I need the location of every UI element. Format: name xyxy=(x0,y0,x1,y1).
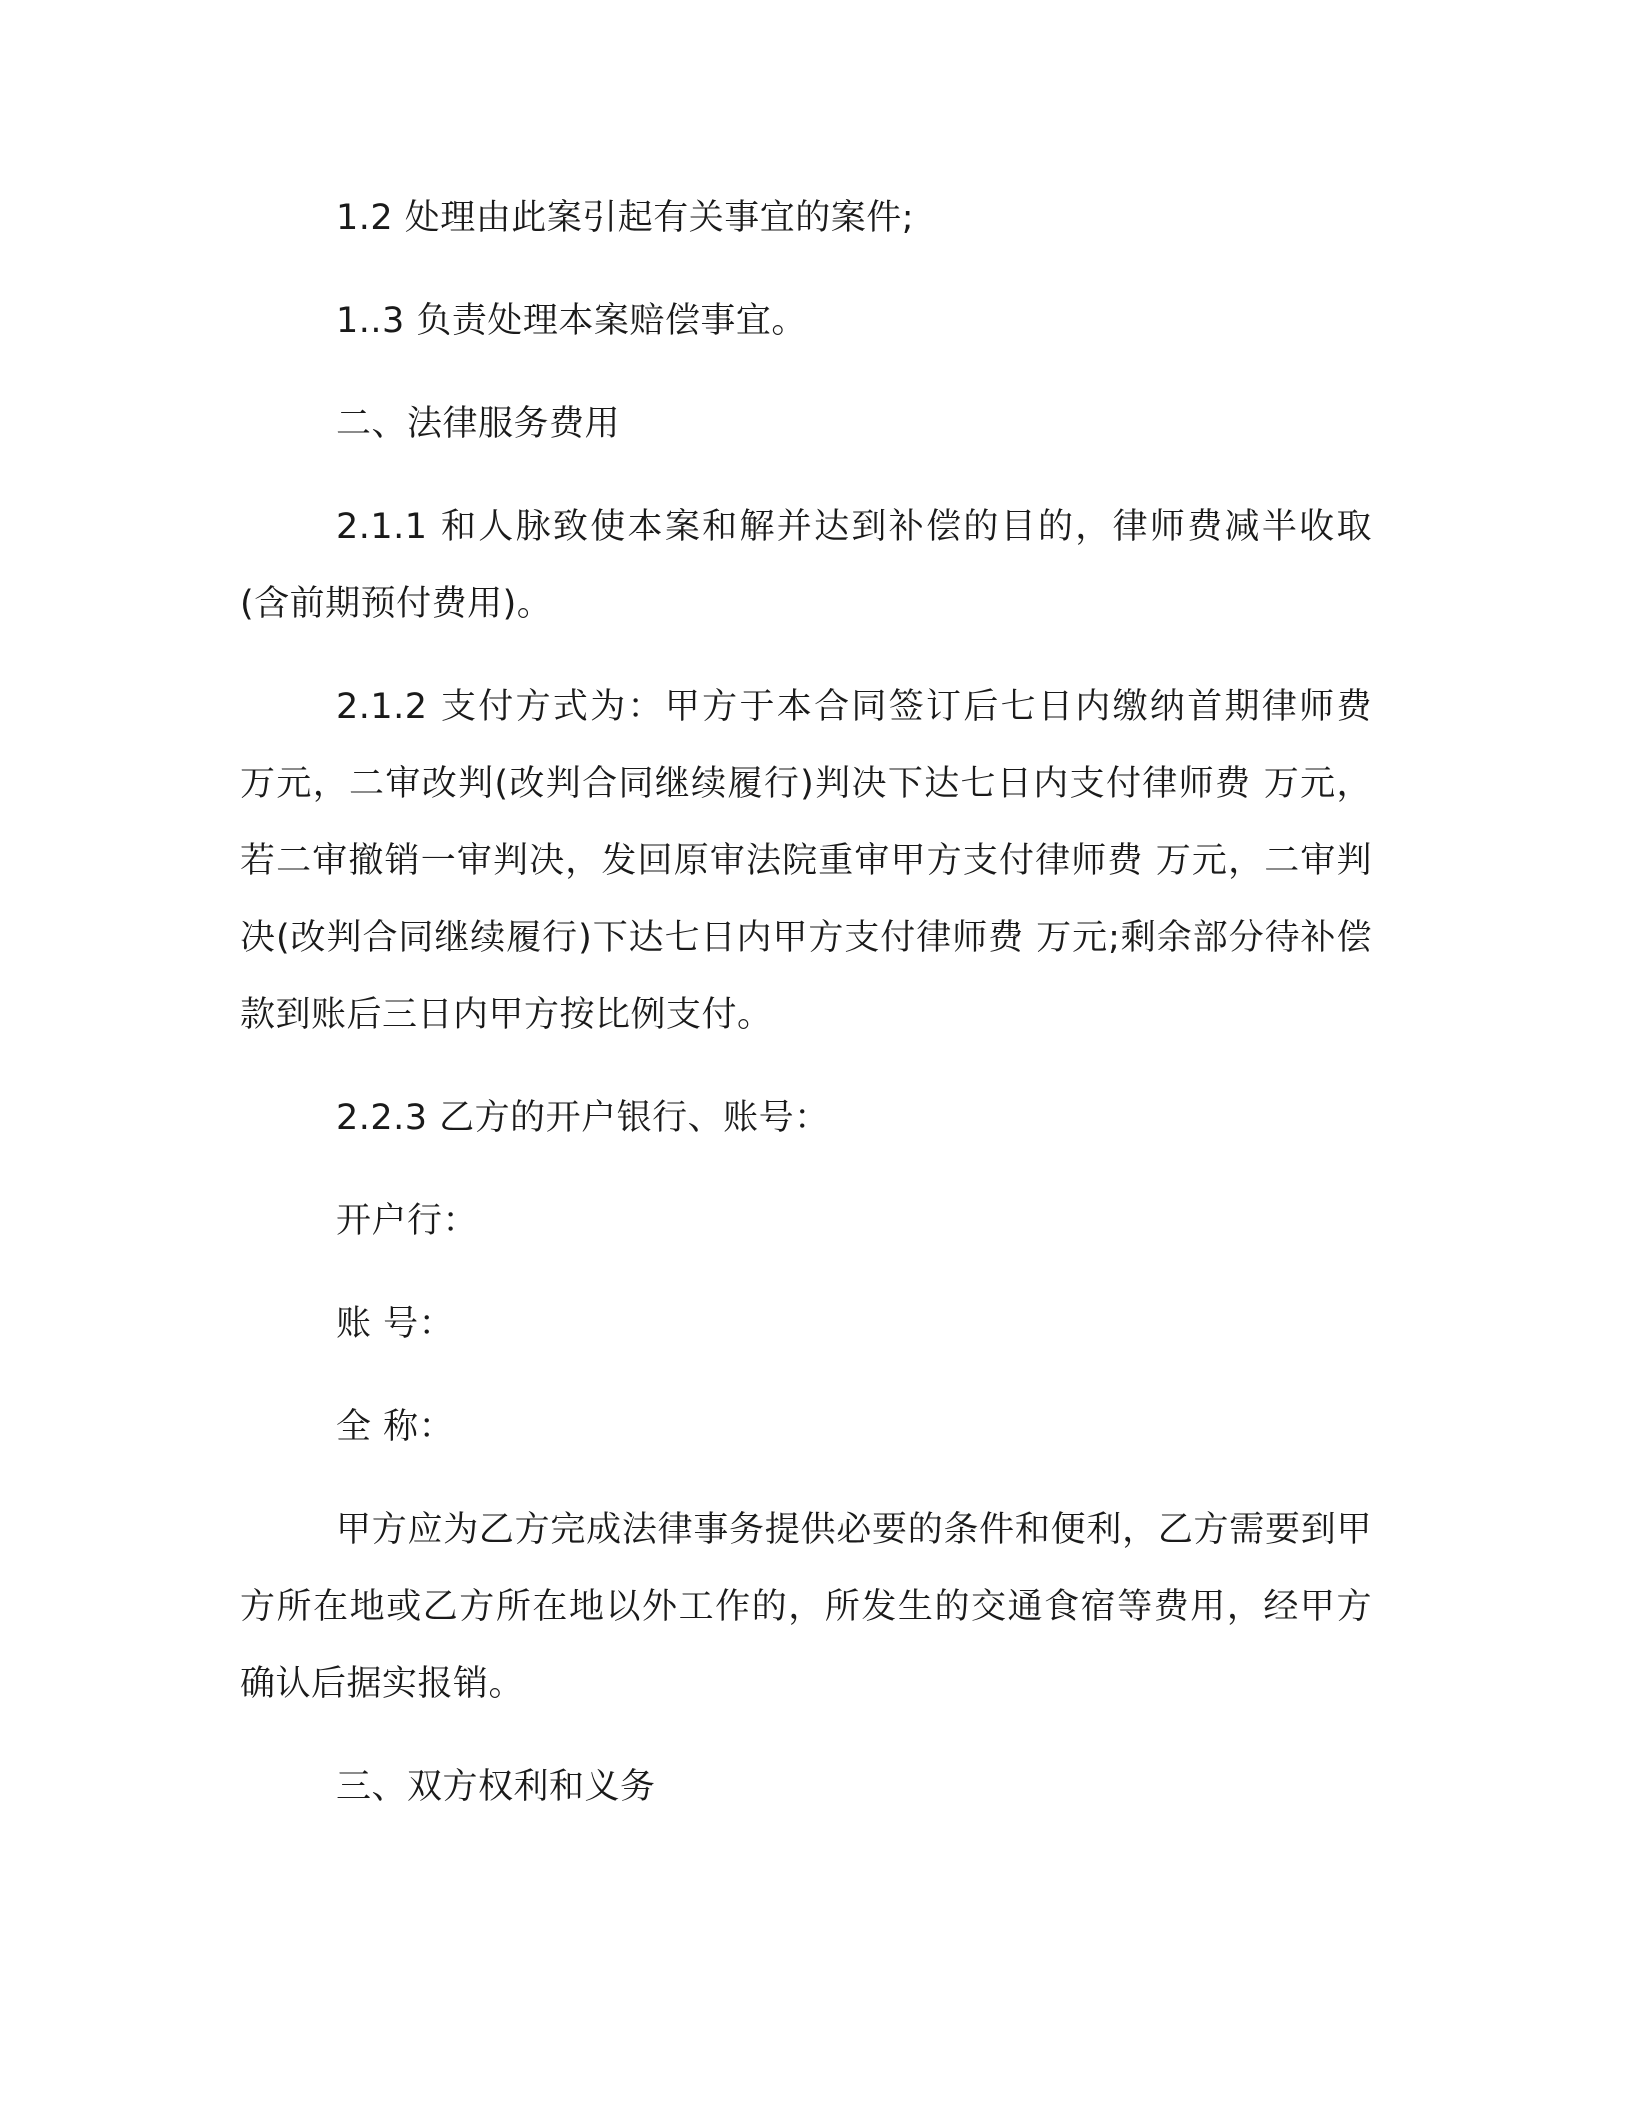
account-number-label: 账 号： xyxy=(336,1304,455,1344)
clause-2-1-1: 2.1.1 和人脉致使本案和解并达到补偿的目的，律师费减半收取(含前期预付费用)。 xyxy=(240,507,1372,624)
account-name-label: 全 称： xyxy=(336,1407,455,1447)
clause-1-3: 1..3 负责处理本案赔偿事宜。 xyxy=(336,301,807,341)
section-heading-2: 二、法律服务费用 xyxy=(336,404,621,444)
clause-2-2-3: 2.2.3 乙方的开户银行、账号： xyxy=(336,1098,830,1138)
clause-2-1-2: 2.1.2 支付方式为：甲方于本合同签订后七日内缴纳首期律师费 万元，二审改判(改判合同继续履行)判决下达七日内支付律师费 万元，若二审撤销一审判决，发回原审法院重审甲方支付律师费 万元，二审判决(改判合同继续履行)下达七日内甲方支付律师费 万元;剩余部分待补偿款到账后三日内甲方按比例支付。 xyxy=(240,687,1372,1035)
section-heading-3: 三、双方权利和义务 xyxy=(336,1767,656,1807)
expenses-paragraph: 甲方应为乙方完成法律事务提供必要的条件和便利，乙方需要到甲方所在地或乙方所在地以外工作的，所发生的交通食宿等费用，经甲方确认后据实报销。 xyxy=(240,1510,1372,1704)
clause-1-2: 1.2 处理由此案引起有关事宜的案件; xyxy=(336,198,915,238)
bank-name-label: 开户行： xyxy=(336,1201,479,1241)
